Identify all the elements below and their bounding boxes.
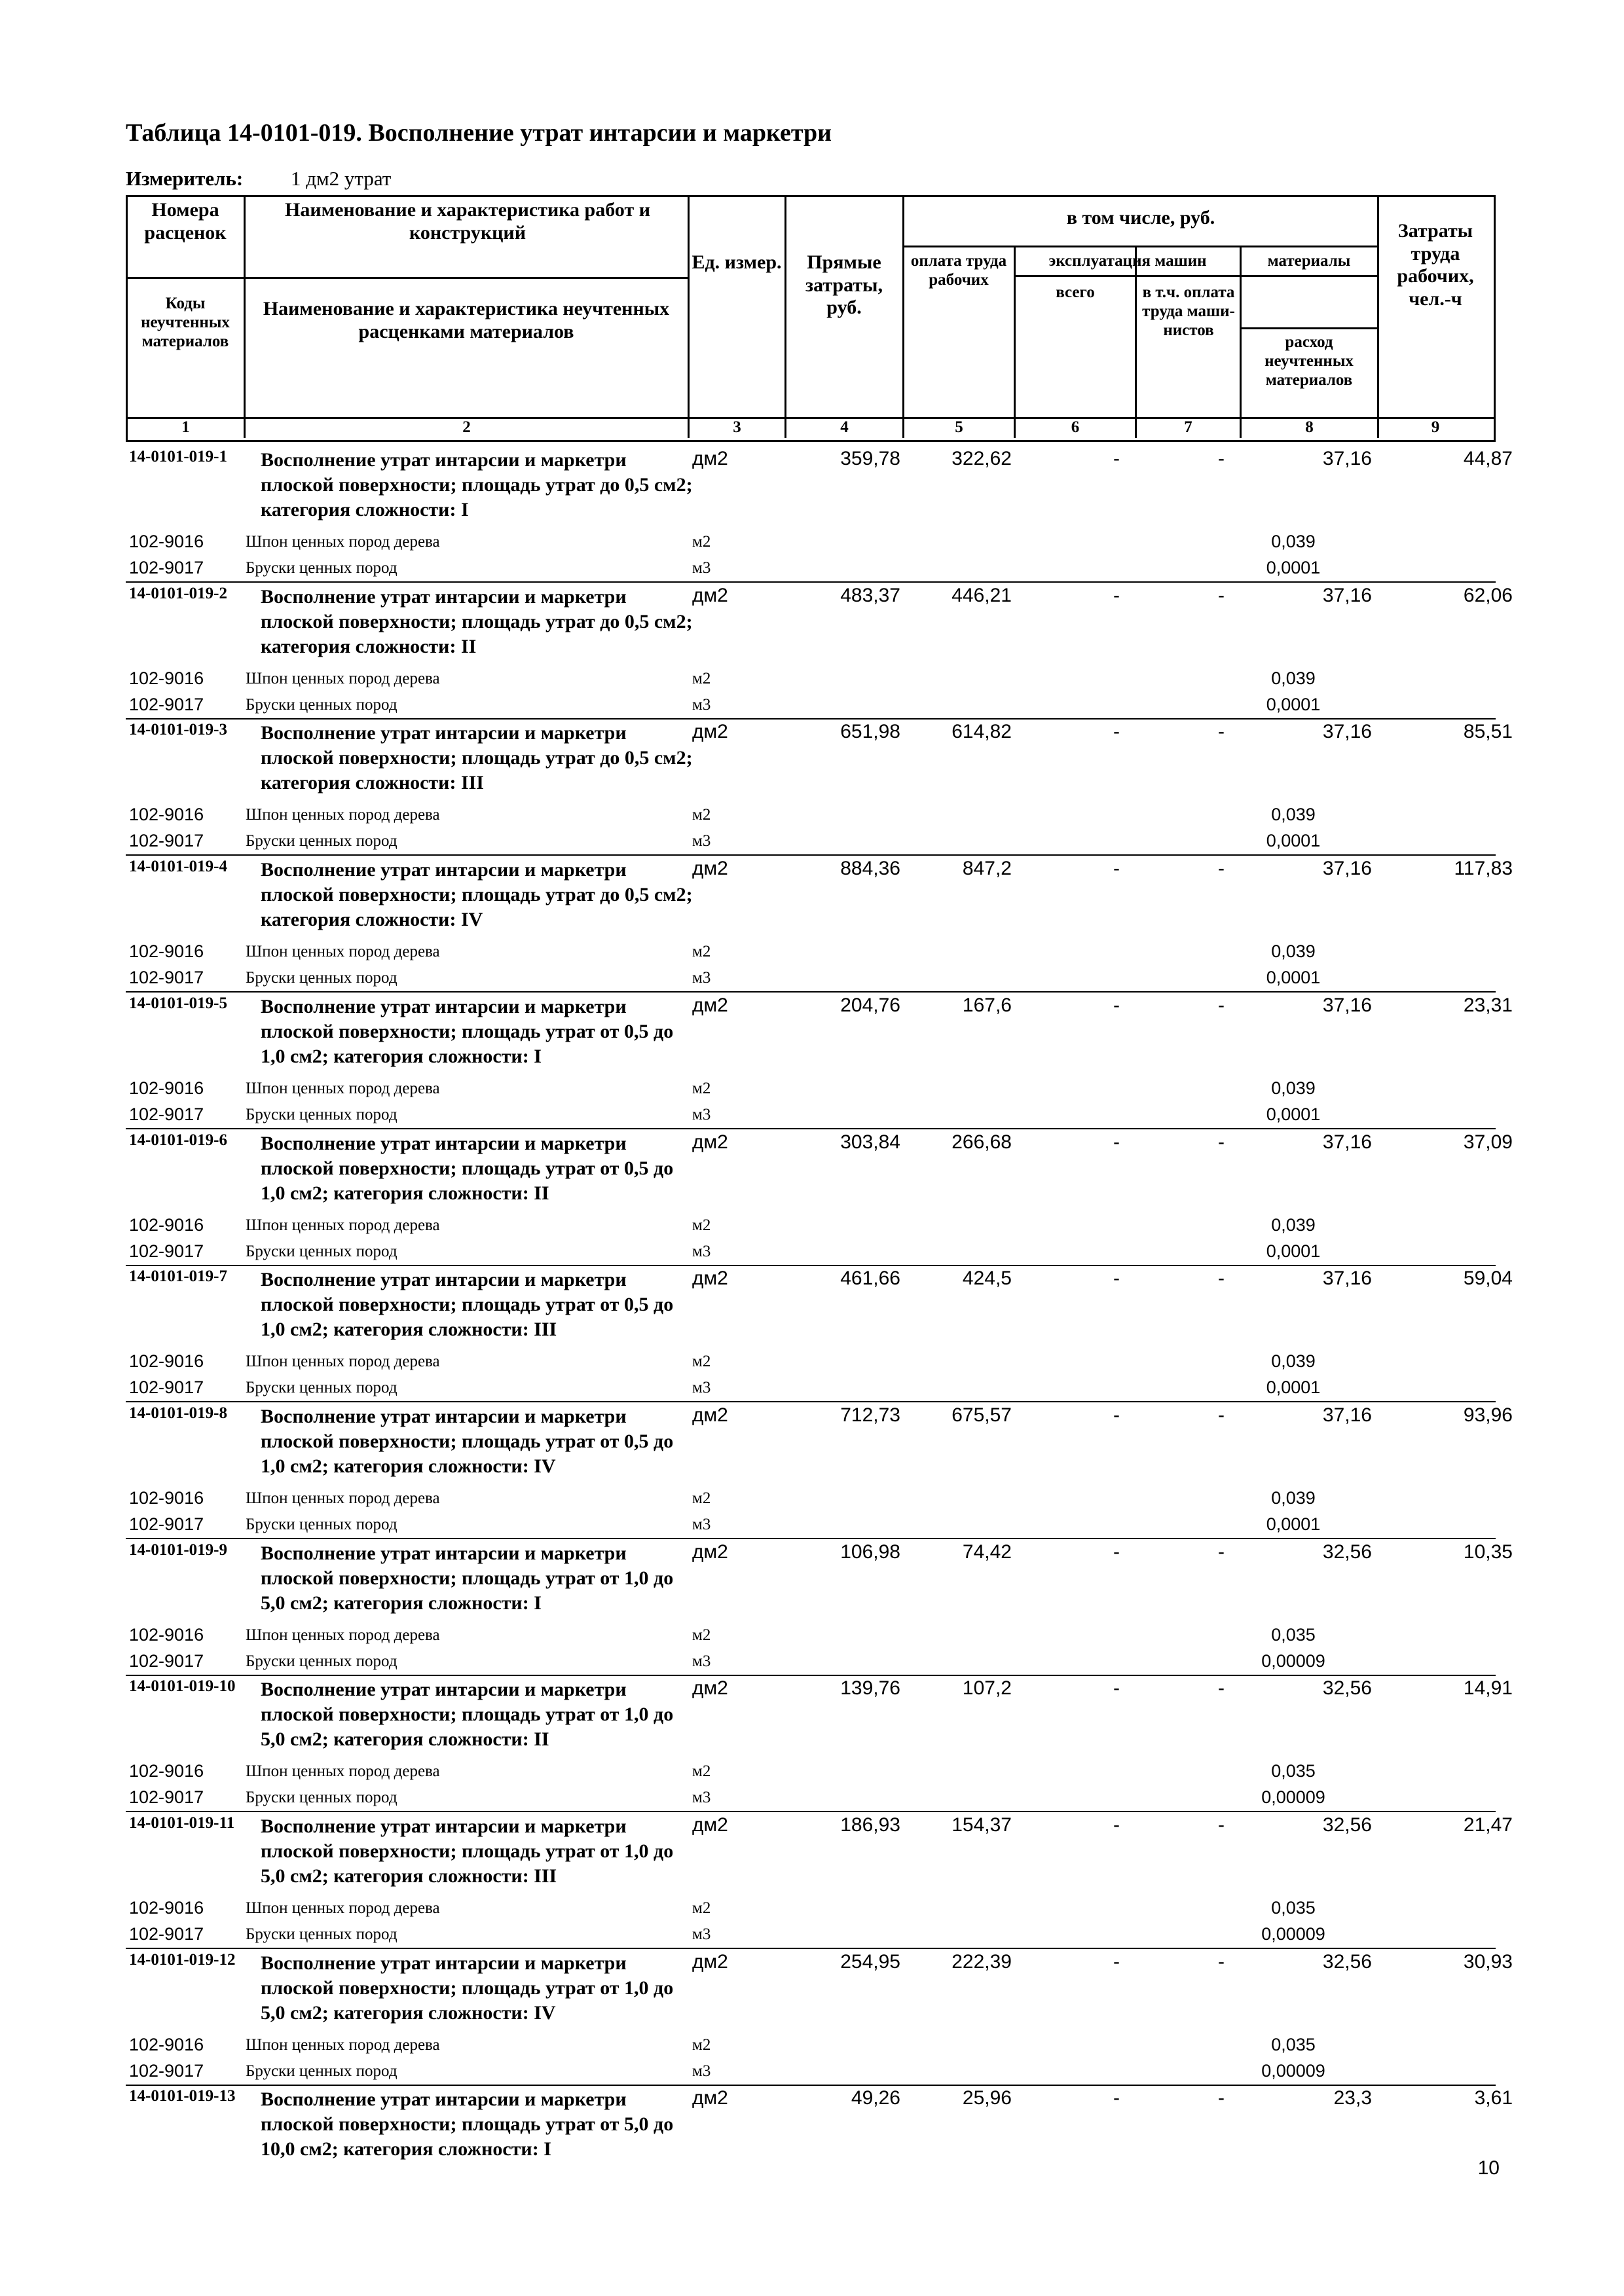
- material-consumption: 0,00009: [1261, 1924, 1325, 1944]
- unit: дм2: [692, 1404, 728, 1426]
- materials-cost: 37,16: [1322, 858, 1372, 879]
- material-consumption: 0,0001: [1266, 831, 1321, 850]
- material-name: Бруски ценных пород: [246, 832, 397, 850]
- col-number: 4: [840, 418, 849, 436]
- row-separator: [126, 718, 1496, 720]
- header-col9: Затраты труда рабочих, чел.-ч: [1397, 220, 1474, 310]
- material-code: 102-9016: [129, 668, 204, 688]
- machine-costs: -: [1113, 858, 1120, 879]
- operator-pay: -: [1218, 2087, 1225, 2109]
- header-col7: в т.ч. оплата труда маши-нистов: [1142, 283, 1235, 339]
- direct-costs: 359,78: [840, 448, 900, 469]
- material-name: Шпон ценных пород дерева: [246, 1216, 440, 1234]
- unit: дм2: [692, 1951, 728, 1973]
- materials-cost: 37,16: [1322, 994, 1372, 1016]
- labor-hours: 117,83: [1454, 858, 1513, 879]
- work-name: Восполнение утрат интарсии и маркетри плоской поверхности; площадь утрат до 0,5 см2; категория сложности: II: [261, 586, 693, 657]
- row-separator: [126, 1265, 1496, 1266]
- direct-costs: 712,73: [840, 1404, 900, 1426]
- material-consumption: 0,0001: [1266, 968, 1321, 987]
- operator-pay: -: [1218, 1814, 1225, 1836]
- materials-cost: 32,56: [1322, 1677, 1372, 1699]
- table-row: [0, 994, 1624, 1131]
- row-separator: [126, 1811, 1496, 1812]
- material-unit: м3: [692, 1379, 711, 1396]
- labor-hours: 37,09: [1463, 1131, 1513, 1153]
- row-separator: [126, 1948, 1496, 1949]
- table-title: Таблица 14-0101-019. Восполнение утрат интарсии и маркетри: [126, 119, 832, 147]
- table-row: [0, 1814, 1624, 1950]
- table-row: [0, 721, 1624, 857]
- materials-cost: 37,16: [1322, 1404, 1372, 1426]
- material-consumption: 0,0001: [1266, 695, 1321, 714]
- unit: дм2: [692, 994, 728, 1016]
- direct-costs: 254,95: [840, 1951, 900, 1973]
- material-code: 102-9017: [129, 1377, 204, 1397]
- material-code: 102-9017: [129, 695, 204, 714]
- direct-costs: 186,93: [840, 1814, 900, 1836]
- direct-costs: 483,37: [840, 585, 900, 606]
- operator-pay: -: [1218, 858, 1225, 879]
- material-code: 102-9017: [129, 1787, 204, 1807]
- unit: дм2: [692, 2087, 728, 2109]
- unit: дм2: [692, 1814, 728, 1836]
- labor-pay: 222,39: [951, 1951, 1012, 1973]
- col-number: 1: [181, 418, 190, 436]
- material-name: Шпон ценных пород дерева: [246, 1762, 440, 1780]
- material-name: Бруски ценных пород: [246, 1789, 397, 1806]
- material-name: Бруски ценных пород: [246, 1106, 397, 1123]
- unit: дм2: [692, 1267, 728, 1289]
- material-consumption: 0,0001: [1266, 1377, 1321, 1397]
- rate-code: 14-0101-019-9: [129, 1541, 227, 1559]
- material-code: 102-9017: [129, 831, 204, 850]
- material-consumption: 0,039: [1271, 1488, 1316, 1508]
- row-separator: [126, 1128, 1496, 1129]
- table-row: [0, 1404, 1624, 1540]
- material-consumption: 0,00009: [1261, 1651, 1325, 1671]
- labor-hours: 21,47: [1463, 1814, 1513, 1836]
- labor-pay: 107,2: [962, 1677, 1012, 1699]
- header-col3: Ед. измер.: [692, 251, 782, 273]
- col-number: 3: [733, 418, 741, 436]
- labor-pay: 424,5: [962, 1267, 1012, 1289]
- material-consumption: 0,035: [1271, 1898, 1316, 1918]
- material-unit: м2: [692, 1899, 711, 1917]
- material-consumption: 0,039: [1271, 1078, 1316, 1098]
- rate-code: 14-0101-019-11: [129, 1814, 235, 1832]
- material-name: Бруски ценных пород: [246, 559, 397, 577]
- work-name: Восполнение утрат интарсии и маркетри плоской поверхности; площадь утрат до 0,5 см2; категория сложности: IV: [261, 859, 693, 930]
- material-unit: м2: [692, 533, 711, 551]
- material-consumption: 0,0001: [1266, 1241, 1321, 1261]
- material-code: 102-9017: [129, 1241, 204, 1261]
- materials-cost: 37,16: [1322, 721, 1372, 742]
- direct-costs: 49,26: [851, 2087, 900, 2109]
- operator-pay: -: [1218, 721, 1225, 742]
- work-name: Восполнение утрат интарсии и маркетри плоской поверхности; площадь утрат от 0,5 до 1,0 см2; категория сложности: III: [261, 1269, 674, 1340]
- labor-pay: 675,57: [951, 1404, 1012, 1426]
- header-materials: материалы: [1267, 252, 1351, 270]
- col-number: 5: [955, 418, 963, 436]
- direct-costs: 106,98: [840, 1541, 900, 1563]
- material-name: Шпон ценных пород дерева: [246, 2036, 440, 2054]
- direct-costs: 461,66: [840, 1267, 900, 1289]
- material-consumption: 0,0001: [1266, 1514, 1321, 1534]
- machine-costs: -: [1113, 448, 1120, 469]
- unit: дм2: [692, 721, 728, 742]
- materials-cost: 32,56: [1322, 1814, 1372, 1836]
- machine-costs: -: [1113, 1267, 1120, 1289]
- work-name: Восполнение утрат интарсии и маркетри плоской поверхности; площадь утрат от 1,0 до 5,0 см2; категория сложности: I: [261, 1542, 674, 1614]
- rate-code: 14-0101-019-6: [129, 1131, 227, 1149]
- material-name: Шпон ценных пород дерева: [246, 670, 440, 687]
- header-group: в том числе, руб.: [1066, 207, 1215, 228]
- rate-code: 14-0101-019-3: [129, 721, 227, 738]
- material-consumption: 0,0001: [1266, 558, 1321, 577]
- labor-hours: 93,96: [1463, 1404, 1513, 1426]
- material-code: 102-9017: [129, 558, 204, 577]
- material-unit: м3: [692, 832, 711, 850]
- table-row: [0, 858, 1624, 994]
- material-unit: м3: [692, 1106, 711, 1123]
- work-name: Восполнение утрат интарсии и маркетри плоской поверхности; площадь утрат от 1,0 до 5,0 см2; категория сложности: IV: [261, 1952, 674, 2024]
- material-consumption: 0,039: [1271, 668, 1316, 688]
- labor-hours: 62,06: [1463, 585, 1513, 606]
- col-number: 7: [1184, 418, 1192, 436]
- machine-costs: -: [1113, 2087, 1120, 2109]
- material-consumption: 0,039: [1271, 1351, 1316, 1371]
- labor-hours: 14,91: [1463, 1677, 1513, 1699]
- material-unit: м3: [692, 2062, 711, 2080]
- header-col5: оплата труда рабочих: [910, 252, 1007, 289]
- materials-cost: 23,3: [1333, 2087, 1372, 2109]
- material-code: 102-9016: [129, 532, 204, 551]
- row-separator: [126, 1675, 1496, 1676]
- unit: дм2: [692, 858, 728, 879]
- machine-costs: -: [1113, 1677, 1120, 1699]
- labor-pay: 847,2: [962, 858, 1012, 879]
- work-name: Восполнение утрат интарсии и маркетри плоской поверхности; площадь утрат от 0,5 до 1,0 см2; категория сложности: IV: [261, 1406, 674, 1477]
- rate-code: 14-0101-019-13: [129, 2087, 236, 2105]
- work-name: Восполнение утрат интарсии и маркетри плоской поверхности; площадь утрат от 1,0 до 5,0 см2; категория сложности: III: [261, 1815, 674, 1887]
- material-code: 102-9017: [129, 1104, 204, 1124]
- table-header: [0, 0, 1624, 445]
- material-name: Шпон ценных пород дерева: [246, 806, 440, 824]
- material-unit: м2: [692, 1216, 711, 1234]
- work-name: Восполнение утрат интарсии и маркетри плоской поверхности; площадь утрат до 0,5 см2; категория сложности: III: [261, 722, 693, 793]
- material-unit: м3: [692, 1516, 711, 1533]
- material-consumption: 0,039: [1271, 1215, 1316, 1235]
- material-code: 102-9017: [129, 1514, 204, 1534]
- material-unit: м2: [692, 1080, 711, 1097]
- materials-cost: 37,16: [1322, 1267, 1372, 1289]
- direct-costs: 303,84: [840, 1131, 900, 1153]
- labor-pay: 154,37: [951, 1814, 1012, 1836]
- work-name: Восполнение утрат интарсии и маркетри плоской поверхности; площадь утрат от 0,5 до 1,0 см2; категория сложности: II: [261, 1133, 674, 1204]
- material-name: Бруски ценных пород: [246, 1925, 397, 1943]
- material-name: Шпон ценных пород дерева: [246, 1080, 440, 1097]
- work-name: Восполнение утрат интарсии и маркетри плоской поверхности; площадь утрат от 5,0 до 10,0 см2; категория сложности: I: [261, 2088, 674, 2160]
- machine-costs: -: [1113, 721, 1120, 742]
- operator-pay: -: [1218, 1541, 1225, 1563]
- table-row: [0, 448, 1624, 584]
- material-consumption: 0,00009: [1261, 2061, 1325, 2081]
- materials-cost: 37,16: [1322, 1131, 1372, 1153]
- material-code: 102-9017: [129, 968, 204, 987]
- material-code: 102-9016: [129, 1215, 204, 1235]
- material-name: Бруски ценных пород: [246, 1243, 397, 1260]
- material-name: Бруски ценных пород: [246, 1379, 397, 1396]
- unit: дм2: [692, 448, 728, 469]
- unit: дм2: [692, 1131, 728, 1153]
- rate-code: 14-0101-019-2: [129, 585, 227, 602]
- material-name: Бруски ценных пород: [246, 696, 397, 714]
- table-row: [0, 585, 1624, 721]
- material-code: 102-9016: [129, 1761, 204, 1781]
- material-code: 102-9016: [129, 805, 204, 824]
- rate-code: 14-0101-019-4: [129, 858, 227, 875]
- row-separator: [126, 1538, 1496, 1539]
- labor-hours: 85,51: [1463, 721, 1513, 742]
- material-unit: м3: [692, 1789, 711, 1806]
- materials-cost: 32,56: [1322, 1541, 1372, 1563]
- labor-hours: 30,93: [1463, 1951, 1513, 1973]
- material-name: Бруски ценных пород: [246, 969, 397, 987]
- labor-pay: 614,82: [951, 721, 1012, 742]
- material-code: 102-9016: [129, 1351, 204, 1371]
- material-unit: м3: [692, 696, 711, 714]
- rate-code: 14-0101-019-8: [129, 1404, 227, 1422]
- labor-hours: 23,31: [1463, 994, 1513, 1016]
- operator-pay: -: [1218, 1131, 1225, 1153]
- material-name: Бруски ценных пород: [246, 2062, 397, 2080]
- labor-pay: 446,21: [951, 585, 1012, 606]
- machine-costs: -: [1113, 585, 1120, 606]
- material-name: Шпон ценных пород дерева: [246, 1626, 440, 1644]
- material-code: 102-9016: [129, 1625, 204, 1645]
- labor-pay: 74,42: [962, 1541, 1012, 1563]
- unit: дм2: [692, 585, 728, 606]
- operator-pay: -: [1218, 1677, 1225, 1699]
- material-consumption: 0,035: [1271, 1761, 1316, 1781]
- unit: дм2: [692, 1541, 728, 1563]
- machine-costs: -: [1113, 1814, 1120, 1836]
- labor-pay: 266,68: [951, 1131, 1012, 1153]
- labor-hours: 3,61: [1474, 2087, 1513, 2109]
- material-unit: м2: [692, 1762, 711, 1780]
- material-code: 102-9017: [129, 2061, 204, 2081]
- rate-code: 14-0101-019-12: [129, 1951, 236, 1969]
- measure-label: Измеритель:: [126, 167, 244, 190]
- operator-pay: -: [1218, 1404, 1225, 1426]
- material-name: Шпон ценных пород дерева: [246, 943, 440, 960]
- material-consumption: 0,039: [1271, 805, 1316, 824]
- operator-pay: -: [1218, 448, 1225, 469]
- row-separator: [126, 1401, 1496, 1402]
- operator-pay: -: [1218, 994, 1225, 1016]
- row-separator: [126, 854, 1496, 856]
- work-name: Восполнение утрат интарсии и маркетри плоской поверхности; площадь утрат от 0,5 до 1,0 см2; категория сложности: I: [261, 996, 674, 1067]
- direct-costs: 884,36: [840, 858, 900, 879]
- labor-hours: 59,04: [1463, 1267, 1513, 1289]
- machine-costs: -: [1113, 1951, 1120, 1973]
- machine-costs: -: [1113, 1131, 1120, 1153]
- labor-pay: 167,6: [962, 994, 1012, 1016]
- table-row: [0, 1131, 1624, 1267]
- rate-code: 14-0101-019-5: [129, 994, 227, 1012]
- material-name: Шпон ценных пород дерева: [246, 1489, 440, 1507]
- machine-costs: -: [1113, 1541, 1120, 1563]
- material-code: 102-9017: [129, 1651, 204, 1671]
- col-number: 9: [1431, 418, 1440, 436]
- material-name: Шпон ценных пород дерева: [246, 1353, 440, 1370]
- machine-costs: -: [1113, 1404, 1120, 1426]
- page-number: 10: [1477, 2157, 1500, 2179]
- table-row: [0, 2087, 1624, 2223]
- unit: дм2: [692, 1677, 728, 1699]
- col-number: 8: [1305, 418, 1314, 436]
- rate-code: 14-0101-019-7: [129, 1267, 227, 1285]
- header-col6: всего: [1056, 283, 1095, 301]
- operator-pay: -: [1218, 585, 1225, 606]
- material-consumption: 0,039: [1271, 941, 1316, 961]
- header-col2-bottom: Наименование и характеристика неучтенных расценками материалов: [263, 298, 670, 342]
- table-row: [0, 1951, 1624, 2087]
- header-col8: расход неучтенных материалов: [1264, 333, 1354, 389]
- material-unit: м3: [692, 559, 711, 577]
- col-number: 2: [462, 418, 471, 436]
- rate-code: 14-0101-019-10: [129, 1677, 236, 1695]
- operator-pay: -: [1218, 1951, 1225, 1973]
- header-col4: Прямые затраты, руб.: [805, 251, 883, 318]
- material-consumption: 0,035: [1271, 1625, 1316, 1645]
- material-unit: м2: [692, 670, 711, 687]
- labor-pay: 322,62: [951, 448, 1012, 469]
- material-consumption: 0,039: [1271, 532, 1316, 551]
- col-number: 6: [1071, 418, 1080, 436]
- table-row: [0, 1677, 1624, 1813]
- labor-hours: 10,35: [1463, 1541, 1513, 1563]
- material-code: 102-9016: [129, 1488, 204, 1508]
- row-separator: [126, 2085, 1496, 2086]
- material-unit: м2: [692, 2036, 711, 2054]
- row-separator: [126, 581, 1496, 583]
- material-unit: м2: [692, 806, 711, 824]
- material-name: Шпон ценных пород дерева: [246, 1899, 440, 1917]
- material-name: Шпон ценных пород дерева: [246, 533, 440, 551]
- material-code: 102-9016: [129, 1078, 204, 1098]
- material-unit: м3: [692, 1925, 711, 1943]
- work-name: Восполнение утрат интарсии и маркетри плоской поверхности; площадь утрат от 1,0 до 5,0 см2; категория сложности: II: [261, 1679, 674, 1750]
- material-code: 102-9017: [129, 1924, 204, 1944]
- measure-value: 1 дм2 утрат: [291, 167, 392, 190]
- direct-costs: 651,98: [840, 721, 900, 742]
- labor-hours: 44,87: [1463, 448, 1513, 469]
- work-name: Восполнение утрат интарсии и маркетри плоской поверхности; площадь утрат до 0,5 см2; категория сложности: I: [261, 449, 693, 520]
- material-name: Бруски ценных пород: [246, 1516, 397, 1533]
- operator-pay: -: [1218, 1267, 1225, 1289]
- material-consumption: 0,0001: [1266, 1104, 1321, 1124]
- header-col1-bottom: Коды неучтенных материалов: [141, 295, 230, 350]
- table-row: [0, 1267, 1624, 1404]
- material-name: Бруски ценных пород: [246, 1652, 397, 1670]
- row-separator: [126, 991, 1496, 993]
- table-row: [0, 1541, 1624, 1677]
- material-unit: м3: [692, 969, 711, 987]
- material-consumption: 0,035: [1271, 2035, 1316, 2054]
- material-unit: м2: [692, 1626, 711, 1644]
- material-unit: м2: [692, 1489, 711, 1507]
- direct-costs: 204,76: [840, 994, 900, 1016]
- header-col1-top: Номера расценок: [144, 199, 227, 244]
- material-code: 102-9016: [129, 1898, 204, 1918]
- material-consumption: 0,00009: [1261, 1787, 1325, 1807]
- material-code: 102-9016: [129, 941, 204, 961]
- materials-cost: 37,16: [1322, 585, 1372, 606]
- materials-cost: 37,16: [1322, 448, 1372, 469]
- materials-cost: 32,56: [1322, 1951, 1372, 1973]
- header-machines: эксплуатация машин: [1048, 252, 1207, 270]
- labor-pay: 25,96: [962, 2087, 1012, 2109]
- machine-costs: -: [1113, 994, 1120, 1016]
- direct-costs: 139,76: [840, 1677, 900, 1699]
- material-unit: м2: [692, 1353, 711, 1370]
- material-unit: м3: [692, 1652, 711, 1670]
- material-code: 102-9016: [129, 2035, 204, 2054]
- header-col2-top: Наименование и характеристика работ и конструкций: [285, 199, 650, 244]
- material-unit: м3: [692, 1243, 711, 1260]
- material-unit: м2: [692, 943, 711, 960]
- rate-code: 14-0101-019-1: [129, 448, 227, 465]
